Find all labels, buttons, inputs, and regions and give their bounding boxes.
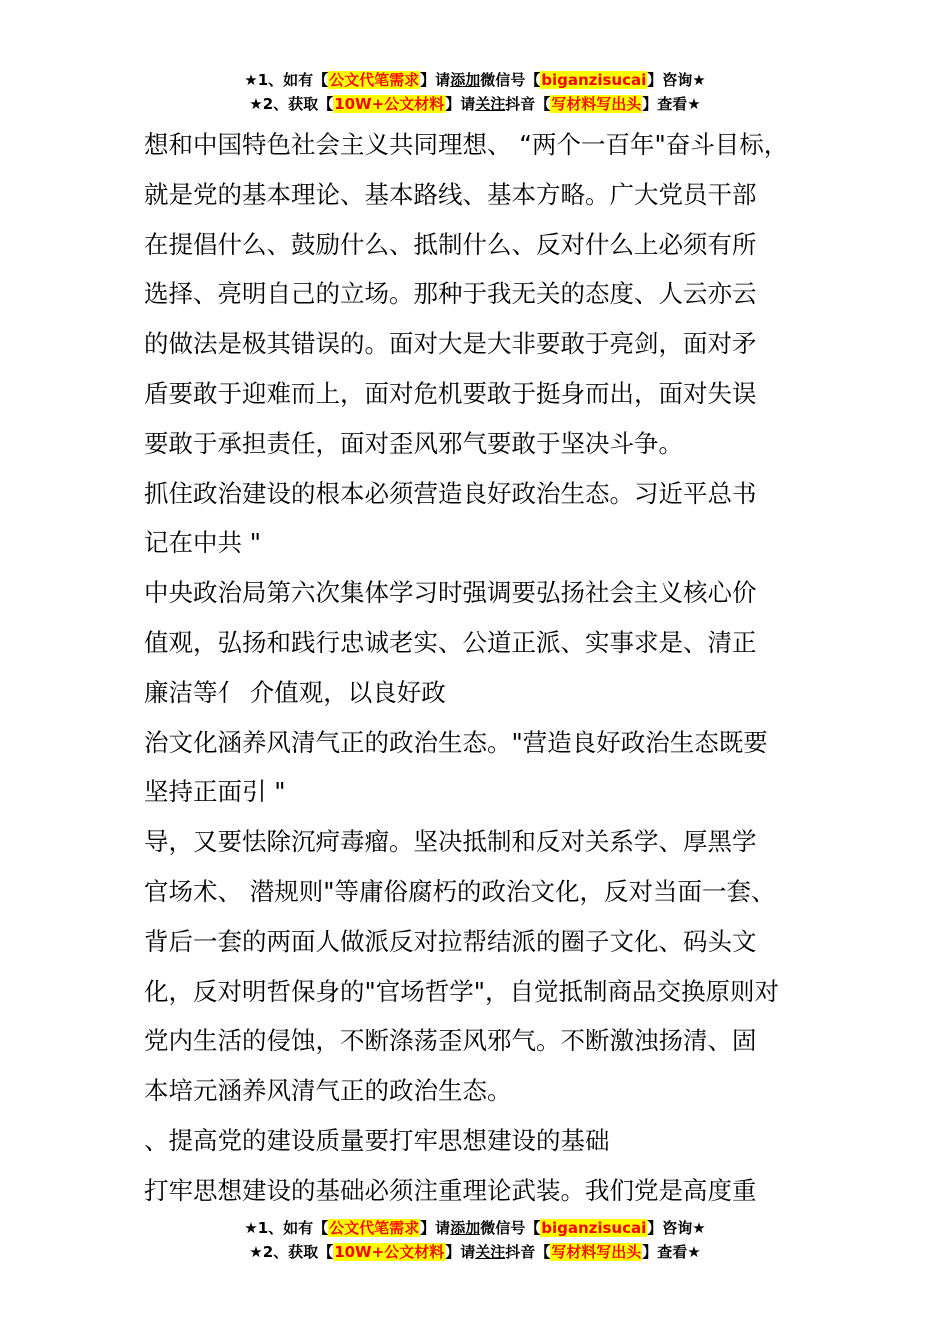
banner-highlight-service: 公文代笔需求 [329,71,420,89]
banner-line-2-prefix: ★2、获取【 [249,1243,334,1261]
banner-line-2-suffix: 】查看★ [642,95,701,113]
banner-line-1-prefix: ★1、如有【 [244,1219,329,1237]
banner-line-2-mid2: 抖音【 [505,1243,551,1261]
banner-highlight-wechat-id: biganzisucai [541,71,647,89]
banner-line-2-mid: 】请 [445,1243,476,1261]
body-line: 廉洁等亻 介值观，以良好政 [144,677,446,707]
banner-underline-add: 添加 [450,71,481,89]
banner-highlight-douyin: 写材料写出头 [551,1243,642,1261]
footer-banner [0,1216,950,1264]
section-heading: 、提高党的建设质量要打牢思想建设的基础 [144,1125,610,1155]
banner-line-2 [0,1240,950,1264]
banner-underline-follow: 关注 [475,95,506,113]
banner-line-1-suffix: 】咨询★ [647,71,706,89]
body-line: 中央政治局第六次集体学习时强调要弘扬社会主义核心价 [144,578,757,608]
body-line: 治文化涵养风清气正的政治生态。"营造良好政治生态既要 [144,727,768,757]
body-line: 导，又要怯除沉疴毒瘤。坚决抵制和反对关系学、厚黑学 [144,827,757,857]
body-line: 盾要敢于迎难而上，面对危机要敢于挺身而出，面对失误 [144,378,757,408]
banner-line-2-mid2: 抖音【 [505,95,551,113]
banner-highlight-materials: 10W+公文材料 [334,1243,445,1261]
banner-underline-follow: 关注 [475,1243,506,1261]
banner-underline-add: 添加 [450,1219,481,1237]
document-body [144,120,824,1216]
body-line: 抓住政治建设的根本必须营造良好政治生态。习近平总书 [144,478,757,508]
banner-line-1-mid2: 微信号【 [480,1219,541,1237]
banner-line-2-mid: 】请 [445,95,476,113]
banner-line-1-mid2: 微信号【 [480,71,541,89]
banner-highlight-wechat-id: biganzisucai [541,1219,647,1237]
body-line: 官场术、 潜规则"等庸俗腐朽的政治文化，反对当面一套、 [144,876,776,906]
body-line: 值观，弘扬和践行忠诚老实、公道正派、实事求是、清正 [144,627,757,657]
body-line: 党内生活的侵蚀，不断涤荡歪风邪气。不断激浊扬清、固 [144,1026,757,1056]
banner-line-1-mid: 】请 [420,1219,451,1237]
body-line: 打牢思想建设的基础必须注重理论武装。我们党是高度重 [144,1175,757,1205]
body-line: 背后一套的两面人做派反对拉帮结派的圈子文化、码头文 [144,926,757,956]
banner-line-2-suffix: 】查看★ [642,1243,701,1261]
banner-line-1-suffix: 】咨询★ [647,1219,706,1237]
body-line: 本培元涵养风清气正的政治生态。 [144,1076,512,1106]
banner-line-1-mid: 】请 [420,71,451,89]
body-line: 在提倡什么、鼓励什么、抵制什么、反对什么上必须有所 [144,229,757,259]
body-line: 选择、亮明自己的立场。那种于我无关的态度、人云亦云 [144,279,757,309]
body-line: 就是党的基本理论、基本路线、基本方略。广大党员干部 [144,179,757,209]
banner-line-2 [0,92,950,116]
body-line: 化，反对明哲保身的"官场哲学"，自觉抵制商品交换原则对 [144,976,780,1006]
body-line: 想和中国特色社会主义共同理想、 “两个一百年"奋斗目标， [144,130,789,159]
banner-highlight-service: 公文代笔需求 [329,1219,420,1237]
banner-highlight-douyin: 写材料写出头 [551,95,642,113]
body-line: 要敢于承担责任，面对歪风邪气要敢于坚决斗争。 [144,428,683,458]
body-line: 记在中共 " [144,528,262,558]
banner-line-1-prefix: ★1、如有【 [244,71,329,89]
banner-line-1 [0,68,950,92]
banner-highlight-materials: 10W+公文材料 [334,95,445,113]
body-line: 坚持正面引 " [144,777,286,807]
body-line: 的做法是极其错误的。面对大是大非要敢于亮剑，面对矛 [144,329,757,359]
banner-line-2-prefix: ★2、获取【 [249,95,334,113]
banner-line-1 [0,1216,950,1240]
header-banner [0,68,950,116]
